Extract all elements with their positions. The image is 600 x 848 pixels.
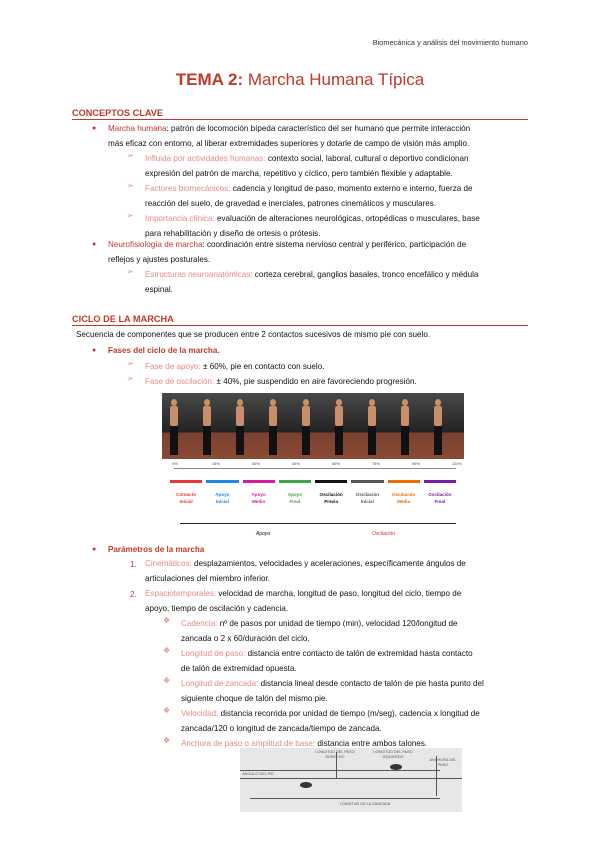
title-prefix: TEMA 2: (175, 70, 244, 89)
section-ciclo: CICLO DE LA MARCHA (72, 314, 528, 326)
stride-label-d: ÁNGULO DEL PIE (242, 772, 274, 776)
sub-factores-line2: reacción del suelo, de gravedad e inerciales, patrones cinemáticos y musculares. (145, 199, 437, 208)
arrow-icon: ➢ (127, 211, 134, 220)
phase-label: Oscilación Media (392, 492, 416, 504)
gait-bottom-line (180, 523, 456, 524)
phase-label: Oscilación Inicial (355, 492, 379, 504)
sub-factores: Factores biomecánicos: cadencia y longitud de paso, momento externo e interno, fuerza de (145, 184, 473, 193)
phase-label: Oscilación Final (428, 492, 452, 504)
phase-bar (315, 480, 347, 483)
def-cadencia: Cadencia: nº de pasos por unidad de tiempo (min), velocidad 120/longitud de (181, 619, 458, 628)
concept-neuro-line2: reflejos y ajustes posturales. (108, 255, 211, 264)
gait-cycle-photo (162, 393, 464, 459)
def-velocidad: Velocidad: distancia recorrida por unidad de tiempo (m/seg), cadencia x longitud de (181, 709, 480, 718)
diamond-icon: ❖ (163, 646, 171, 655)
sub-clinica: Importancia clínica: evaluación de alteraciones neurológicas, ortopédicas o musculares, base (145, 214, 480, 223)
phase-bar (279, 480, 311, 483)
walker-figure (300, 399, 312, 455)
def-anchura: Anchura de paso o amplitud de base: distancia entre ambos talones. (181, 739, 428, 748)
axis-tick-label: 15% (212, 462, 220, 466)
num-2: 2. (130, 590, 137, 599)
section-conceptos: CONCEPTOS CLAVE (72, 108, 528, 120)
page-title (0, 70, 600, 90)
concept-marcha: Marcha humana: patrón de locomoción bípeda característico del ser humano que permite interacción (108, 124, 471, 133)
apoyo-label: Apoyo (256, 531, 271, 537)
phase-label: Apoyo Medio (251, 492, 266, 504)
walker-figure (366, 399, 378, 455)
walker-figure (333, 399, 345, 455)
arrow-icon: ➢ (127, 267, 134, 276)
bullet-icon: ● (92, 546, 97, 553)
param-cinematicos: Cinemáticos: desplazamientos, velocidades y aceleraciones, específicamente ángulos de (145, 559, 466, 568)
ciclo-intro: Secuencia de componentes que se producen entre 2 contactos sucesivos de mismo pie con suelo. (76, 330, 431, 339)
arrow-icon: ➢ (127, 181, 134, 190)
sub-estructuras-line2: espinal. (145, 285, 173, 294)
walker-figure (168, 399, 180, 455)
arrow-icon: ➢ (127, 151, 134, 160)
phase-bar (388, 480, 420, 483)
def-longitud-paso: Longitud de paso: distancia entre contacto de talón de extremidad hasta contacto (181, 649, 473, 658)
def-velocidad-line2: zancada/120 o longitud de zancada/tiempo de zancada. (181, 724, 382, 733)
oscilacion-label: Oscilación (372, 531, 396, 537)
diamond-icon: ❖ (163, 706, 171, 715)
phase-bar (206, 480, 238, 483)
phase-bar (243, 480, 275, 483)
walker-figure (267, 399, 279, 455)
stride-diagram (240, 748, 462, 812)
sub-clinica-line2: para rehabilitación y diseño de ortesis o prótesis. (145, 229, 321, 238)
phase-bar (424, 480, 456, 483)
bullet-icon: ● (92, 347, 97, 354)
axis-tick-label: 0% (172, 462, 178, 466)
axis-tick-label: 30% (252, 462, 260, 466)
param-espaciotemporales: Espaciotemporales: velocidad de marcha, longitud de paso, longitud del ciclo, tiempo de (145, 589, 462, 598)
phase-label: Apoyo Final (287, 492, 303, 504)
stride-label-e: LONGITUD DE LA ZANCADA (339, 802, 391, 806)
concept-marcha-line2: más eficaz con entorno, al liberar extremidades superiores y dotarle de campo de visión más amplio. (108, 139, 470, 148)
def-longitud-zancada: Longitud de zancada: distancia lineal desde contacto de talón de pie hasta punto del (181, 679, 484, 688)
stride-label-c: ANCHURA DEL PASO (429, 758, 457, 767)
walker-figure (201, 399, 213, 455)
fase-oscilacion: Fase de oscilación: ± 40%, pie suspendido en aire favoreciendo progresión. (145, 377, 417, 386)
fases-title: Fases del ciclo de la marcha. (108, 346, 220, 355)
walker-figure (234, 399, 246, 455)
title-rest: Marcha Humana Típica (243, 70, 425, 89)
arrow-icon: ➢ (127, 359, 134, 368)
phase-label: Contacto Inicial (176, 492, 197, 504)
param-espaciotemporales-line2: apoyo, tiempo de oscilación y cadencia. (145, 604, 289, 613)
axis-tick-label: 100% (452, 462, 462, 466)
axis-tick-label: 60% (332, 462, 340, 466)
concept-neuro: Neurofisiología de marcha: coordinación entre sistema nervioso central y periférico, participación de (108, 240, 467, 249)
phase-bar (351, 480, 383, 483)
num-1: 1. (130, 560, 137, 569)
walker-figure (399, 399, 411, 455)
stride-label-b: LONGITUD DEL PASO IZQUIERDO (373, 750, 413, 759)
diamond-icon: ❖ (163, 616, 171, 625)
def-longitud-zancada-line2: siguiente choque de talón del mismo pie. (181, 694, 328, 703)
def-cadencia-line2: zancada o 2 x 60/duración del ciclo. (181, 634, 310, 643)
phase-bar (170, 480, 202, 483)
sub-estructuras: Estructuras neuroanatómicas: corteza cerebral, ganglios basales, tronco encefálico y médula (145, 270, 479, 279)
sub-influida: Influida por actividades humanas: contexto social, laboral, cultural o deportivo condicionan (145, 154, 469, 163)
stride-label-a: LONGITUD DEL PASO DERECHO (315, 750, 355, 759)
bullet-icon: ● (92, 241, 97, 248)
walker-figure (432, 399, 444, 455)
bullet-icon: ● (92, 125, 97, 132)
gait-axis (174, 468, 456, 469)
phase-label: Oscilación Previa (319, 492, 343, 504)
sub-influida-line2: expresión del patrón de marcha, repetitivo y cíclico, pero también flexible y adaptable. (145, 169, 453, 178)
param-title: Parámetros de la marcha (108, 545, 205, 554)
diamond-icon: ❖ (163, 676, 171, 685)
param-cinematicos-line2: articulaciones del miembro inferior. (145, 574, 271, 583)
phase-label: Apoyo Inicial (215, 492, 230, 504)
arrow-icon: ➢ (127, 374, 134, 383)
axis-tick-label: 75% (372, 462, 380, 466)
axis-tick-label: 45% (292, 462, 300, 466)
fase-apoyo: Fase de apoyo: ± 60%, pie en contacto con suelo. (145, 362, 325, 371)
def-longitud-paso-line2: de talón de extremidad opuesta. (181, 664, 297, 673)
axis-tick-label: 90% (412, 462, 420, 466)
page-header: Biomecánica y análisis del movimiento humano (372, 38, 528, 47)
diamond-icon: ❖ (163, 736, 171, 745)
